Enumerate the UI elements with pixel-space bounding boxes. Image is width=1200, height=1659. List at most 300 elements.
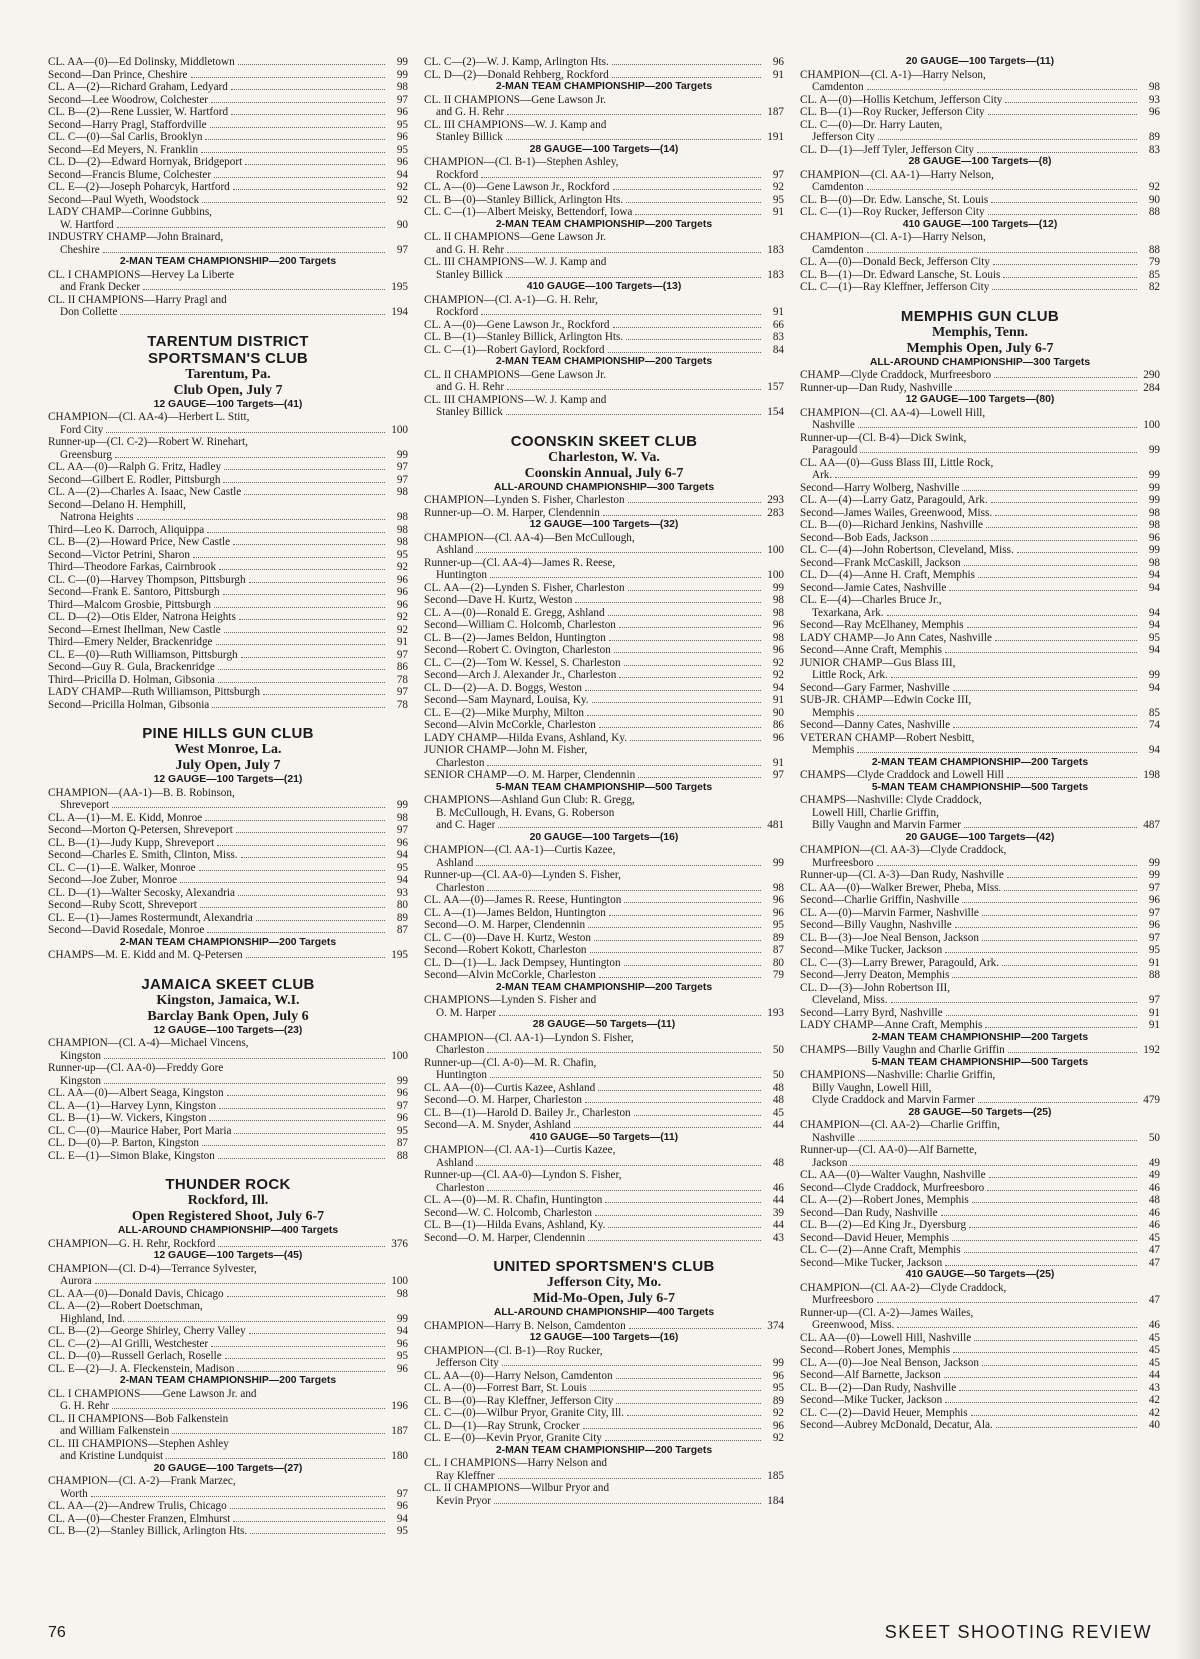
result-score: 90 [396,218,408,231]
result-text: CHAMPION—(Cl. A-1)—Harry Nelson, [800,68,986,81]
result-text: Third—Malcom Grosbie, Pittsburgh [48,598,211,611]
result-text: CL. A—(1)—Harvey Lynn, Kingston [48,1099,217,1112]
section-heading: ALL-AROUND CHAMPIONSHIP—300 Targets [493,481,715,493]
results-block [800,56,1160,294]
section-heading: 410 GAUGE—50 Targets—(25) [905,1269,1055,1280]
result-line [48,1325,408,1338]
result-score: 293 [767,494,784,506]
result-line [48,119,408,132]
result-text: Runner-up—(Cl. AA-0)—Alf Barnette, [800,1144,977,1156]
dot-leader [112,1408,385,1409]
result-text: CL. III CHAMPIONS—W. J. Kamp and [424,118,607,131]
dot-leader [590,1390,761,1391]
result-line [424,607,784,620]
dot-leader [104,1058,385,1059]
dot-leader [964,565,1137,566]
result-score: 98 [772,881,784,894]
result-text: Second—Mike Tucker, Jackson [800,1394,943,1406]
result-line [48,1137,408,1150]
result-line [800,206,1160,219]
result-line [48,1263,408,1276]
result-score: 99 [396,448,408,461]
result-text: CL. A—(0)—Gene Lawson Jr., Rockford [424,181,610,193]
result-score: 49 [1148,1169,1160,1181]
result-text: CL. A—(0)—Joe Neal Benson, Jackson [800,1356,979,1369]
dot-leader [218,1246,385,1247]
result-line [800,1007,1160,1020]
dot-leader [219,569,385,570]
result-score: 97 [1148,906,1160,919]
result-score: 91 [772,306,784,318]
result-score: 96 [772,56,784,68]
dot-leader [624,902,761,903]
section-heading: 2-MAN TEAM CHAMPIONSHIP—200 Targets [119,256,337,267]
result-line [424,1069,784,1082]
result-text: CL. II CHAMPIONS—Gene Lawson Jr. [424,368,607,381]
result-text: Jefferson City [436,1357,499,1369]
result-score: 183 [767,243,784,256]
event-title: Coonskin Annual, July 6-7 [524,465,684,481]
dot-leader [205,820,385,821]
result-score: 96 [772,906,784,919]
result-score: 90 [1148,193,1160,206]
result-score: 44 [1148,1369,1160,1381]
result-score: 39 [772,1206,784,1219]
section-heading: 12 GAUGE—100 Targets—(41) [153,398,303,410]
result-line [48,411,408,424]
result-text: Second—Gary Farmer, Nashville [800,681,950,694]
result-line [800,1082,1160,1095]
results-block [48,725,408,962]
result-score: 184 [767,1494,784,1507]
result-line [424,869,784,882]
result-line [424,369,784,382]
result-line [48,474,408,487]
result-score: 94 [772,681,784,694]
result-line [48,294,408,307]
result-score: 92 [772,669,784,681]
result-score: 98 [396,536,408,548]
result-line [48,949,408,962]
result-line [48,1087,408,1100]
result-text: LADY CHAMP—Jo Ann Cates, Nashville [800,631,992,644]
result-score: 479 [1143,1094,1160,1106]
dot-leader [949,590,1137,591]
result-score: 74 [1148,719,1160,731]
result-text: CL. AA—(2)—Lynden S. Fisher, Charleston [424,581,625,594]
section-heading: 5-MAN TEAM CHAMPIONSHIP—500 Targets [871,1056,1089,1068]
result-text: Runner-up—(Cl. C-2)—Robert W. Rinehart, [48,436,248,448]
result-score: 97 [1148,931,1160,944]
result-text: Runner-up—(Cl. AA-0)—Freddy Gore [48,1062,224,1074]
result-score: 83 [772,331,784,343]
result-score: 96 [396,836,408,849]
dot-leader [988,114,1137,115]
result-score: 96 [772,731,784,744]
result-score: 95 [1148,944,1160,956]
result-score: 100 [1143,419,1160,431]
dot-leader [850,1165,1137,1166]
result-line [424,507,784,520]
dot-leader [953,1352,1137,1353]
club-location: Tarentum, Pa. [185,366,271,382]
dot-leader [238,895,385,896]
section-heading: 5-MAN TEAM CHAMPIONSHIP—500 Targets [495,781,713,793]
dot-leader [239,619,385,620]
dot-leader [877,1302,1137,1303]
result-line [424,1495,784,1508]
dot-leader [993,264,1137,265]
dot-leader [877,865,1137,866]
result-score: 95 [396,118,408,131]
dot-leader [614,652,761,653]
dot-leader [263,694,385,695]
result-score: 48 [772,1156,784,1169]
dot-leader [244,494,385,495]
result-text: CL. B—(1)—Stanley Billick, Arlington Hts. [424,331,624,343]
dot-leader [202,1145,385,1146]
result-score: 88 [1148,969,1160,981]
section-heading: ALL-AROUND CHAMPIONSHIP—300 Targets [869,356,1091,368]
result-line [800,982,1160,995]
dot-leader [585,1102,761,1103]
result-text: CL. C—(0)—Dr. Harry Lauten, [800,118,943,131]
section-heading: 2-MAN TEAM CHAMPIONSHIP—200 Targets [495,1444,713,1456]
result-score: 94 [396,168,408,181]
result-score: 84 [772,343,784,356]
dot-leader [858,1140,1137,1141]
result-line [48,1400,408,1413]
result-score: 79 [772,969,784,981]
result-text: CL. C—(1)—Ray Kleffner, Jefferson City [800,281,990,293]
dot-leader [587,715,761,716]
result-score: 50 [772,1044,784,1056]
dot-leader [588,1240,761,1241]
result-line [800,482,1160,495]
result-line [800,1019,1160,1032]
result-score: 92 [772,656,784,669]
result-text: CL. C—(2)—Anne Craft, Memphis [800,1244,961,1256]
result-text: CL. B—(1)—Dr. Edward Lansche, St. Louis [800,268,1001,281]
result-score: 94 [396,1512,408,1525]
result-text: CL. AA—(0)—Donald Davis, Chicago [48,1287,224,1300]
dot-leader [216,644,385,645]
result-text: CL. A—(0)—Forrest Barr, St. Louis [424,1382,587,1394]
result-score: 49 [1148,1156,1160,1169]
result-text: Paragould [812,444,858,456]
result-line [424,1169,784,1182]
result-score: 98 [396,81,408,93]
dot-leader [609,640,761,641]
result-text: CHAMPS—M. E. Kidd and M. Q-Petersen [48,949,243,961]
result-line [424,206,784,219]
result-line [48,56,408,69]
result-text: Second—Anne Craft, Memphis [800,644,942,656]
result-text: CL. AA—(0)—Walker Brewer, Pheba, Miss. [800,881,1002,894]
result-score: 98 [396,1287,408,1300]
result-line [48,887,408,900]
dot-leader [613,327,762,328]
dot-leader [982,940,1137,941]
result-score: 96 [396,598,408,611]
result-text: Second—Gilbert E. Rodler, Pittsburgh [48,473,221,486]
result-line [48,599,408,612]
result-score: 194 [391,306,408,318]
result-text: Charleston [436,1181,485,1194]
club-location: Kingston, Jamaica, W.I. [156,992,300,1008]
section-heading: 2-MAN TEAM CHAMPIONSHIP—200 Targets [119,936,337,948]
result-line [48,549,408,562]
result-line [800,994,1160,1007]
result-text: CL. B—(0)—Ray Kleffner, Jefferson City [424,1394,614,1407]
result-line [424,231,784,244]
result-text: CL. E—(0)—Kevin Pryor, Granite City [424,1432,602,1444]
result-line [424,194,784,207]
dot-leader [112,807,385,808]
result-text: CHAMPION—(Cl. B-1)—Stephen Ashley, [424,156,619,168]
club-name: JAMAICA SKEET CLUB [141,975,315,993]
dot-leader [603,515,761,516]
result-score: 45 [1148,1231,1160,1244]
result-line [800,594,1160,607]
result-line [424,744,784,757]
result-text: CL. D—(2)—Otis Elder, Natrona Heights [48,611,236,623]
result-text: CL. II CHAMPIONS—Gene Lawson Jr. [424,93,607,106]
result-line [48,874,408,887]
result-line [800,432,1160,445]
result-score: 47 [1148,1256,1160,1269]
result-line [424,1057,784,1070]
result-score: 48 [772,1094,784,1106]
dot-leader [1007,877,1137,878]
result-line [48,231,408,244]
result-score: 89 [772,931,784,944]
dot-leader [974,1340,1137,1341]
result-line [48,499,408,512]
dot-leader [575,602,761,603]
result-text: Second—Lee Woodrow, Colchester [48,93,209,106]
result-text: Second—Morton Q-Petersen, Shreveport [48,824,233,836]
result-text: Second—Paul Wyeth, Woodstock [48,193,200,206]
result-line [424,381,784,394]
result-text: Second—Dan Rudy, Nashville [800,1206,938,1219]
result-line [424,557,784,570]
result-text: CL. B—(2)—Rene Lussier, W. Hartford [48,106,229,118]
dot-leader [985,1027,1137,1028]
dot-leader [207,532,385,533]
result-line [800,944,1160,957]
result-text: and G. H. Rehr [436,106,505,118]
result-line [48,511,408,524]
result-text: CHAMP—Clyde Craddock, Murfreesboro [800,369,992,381]
dot-leader [1008,1052,1137,1053]
dot-leader [989,1177,1137,1178]
result-text: CL. I CHAMPIONS——Gene Lawson Jr. and [48,1387,257,1400]
result-line [800,1119,1160,1132]
dot-leader [103,252,385,253]
result-score: 94 [1148,619,1160,631]
result-text: CHAMPION—(Cl. AA-1)—Lyndon S. Fisher, [424,1031,634,1044]
dot-leader [237,1371,385,1372]
result-text: Second—Ruby Scott, Shreveport [48,899,197,911]
result-line [48,812,408,825]
result-line [48,69,408,82]
result-text: Second—Mike Tucker, Jackson [800,944,943,956]
section-heading: 28 GAUGE—50 Targets—(25) [908,1106,1052,1118]
result-text: Memphis [812,744,855,756]
section-heading: 28 GAUGE—50 Targets—(11) [532,1019,676,1030]
result-text: CL. C—(2)—W. J. Kamp, Arlington Hts. [424,56,609,68]
result-line [800,682,1160,695]
result-score: 96 [772,1369,784,1382]
dot-leader [476,552,761,553]
result-line [48,1388,408,1401]
result-text: and G. H. Rehr [436,243,505,256]
dot-leader [857,752,1137,753]
result-score: 97 [772,168,784,181]
dot-leader [120,314,385,315]
dot-leader [207,932,385,933]
result-text: CL. AA—(0)—Lowell Hill, Nashville [800,1331,972,1344]
result-score: 45 [1148,1331,1160,1344]
result-line [800,644,1160,657]
result-text: Second—Charles E. Smith, Clinton, Miss. [48,849,238,861]
result-score: 89 [772,1394,784,1407]
result-text: CL. C—(4)—John Robertson, Cleveland, Miss. [800,544,1014,556]
result-score: 96 [396,1112,408,1124]
result-line [800,657,1160,670]
result-score: 92 [772,181,784,193]
result-line [800,707,1160,720]
result-text: CL. I CHAMPIONS—Harry Nelson and [424,1457,608,1469]
result-line [800,494,1160,507]
result-text: W. Hartford [60,218,114,231]
result-text: CL. A—(2)—Robert Doetschman, [48,1300,203,1312]
result-score: 44 [772,1194,784,1206]
result-text: CL. B—(1)—Harold D. Bailey Jr., Charleston [424,1106,631,1119]
dot-leader [191,77,386,78]
section-heading: 410 GAUGE—50 Targets—(11) [529,1131,679,1143]
result-text: Second—Robert C. Ovington, Charleston [424,644,611,656]
result-text: CHAMPS—Billy Vaughn and Charlie Griffin [800,1044,1005,1056]
section-heading: 2-MAN TEAM CHAMPIONSHIP—200 Targets [119,1375,337,1386]
result-text: Runner-up—(Cl. AA-0)—Lyndon S. Fisher, [424,1169,622,1181]
result-score: 185 [767,1469,784,1482]
dot-leader [616,1378,761,1379]
result-line [48,586,408,599]
result-text: CL. I CHAMPIONS—Hervey La Liberte [48,268,235,281]
result-text: CL. C—(3)—Larry Brewer, Paragould, Ark. [800,956,1000,969]
result-score: 88 [396,1149,408,1162]
result-line [48,824,408,837]
result-line [424,1207,784,1220]
section-heading: 12 GAUGE—100 Targets—(16) [529,1332,679,1343]
result-line [424,156,784,169]
club-name-line2: SPORTSMAN'S CLUB [147,349,309,367]
result-line [48,1513,408,1526]
dot-leader [630,740,761,741]
results-block [424,1258,784,1507]
result-score: 94 [1148,644,1160,656]
dot-leader [231,89,385,90]
result-text: CL. AA—(2)—Andrew Trulis, Chicago [48,1500,227,1512]
result-line [48,219,408,232]
result-score: 97 [396,473,408,486]
result-score: 82 [1148,281,1160,293]
result-text: CL. D—(1)—L. Jack Dempsey, Huntington [424,956,621,969]
result-score: 94 [396,874,408,886]
dot-leader [629,1328,761,1329]
result-line [48,686,408,699]
result-score: 97 [396,243,408,256]
result-score: 42 [1148,1394,1160,1406]
result-line [800,256,1160,269]
dot-leader [952,977,1137,978]
result-line [800,369,1160,382]
result-text: CL. III CHAMPIONS—Stephen Ashley [48,1437,229,1450]
result-text: CL. C—(0)—Dave H. Kurtz, Weston [424,931,591,944]
result-text: CHAMPION—(Cl. AA-1)—Harry Nelson, [800,168,994,181]
result-line [424,1370,784,1383]
dot-leader [891,677,1137,678]
result-line [800,519,1160,532]
result-line [48,574,408,587]
dot-leader [106,432,385,433]
result-line [48,924,408,937]
result-line [800,131,1160,144]
result-text: Second—W. C. Holcomb, Charleston [424,1206,593,1219]
dot-leader [506,414,761,415]
result-line [800,119,1160,132]
result-text: Second—Aubrey McDonald, Decatur, Ala. [800,1419,993,1431]
result-text: CL. E—(2)—Joseph Poharcyk, Hartford [48,181,230,193]
result-text: CL. B—(0)—Richard Jenkins, Nashville [800,519,984,531]
result-text: and Kristine Lundquist [60,1450,164,1462]
result-text: Second—Harry Pragl, Staffordville [48,118,207,131]
result-text: CHAMPION—(Cl. A-1)—G. H. Rehr, [424,293,598,306]
result-text: CL. D—(3)—John Robertson III, [800,981,951,994]
dot-leader [91,1496,385,1497]
result-line [800,869,1160,882]
result-text: Billy Vaughn and Marvin Farmer [812,819,961,831]
dot-leader [608,352,761,353]
result-score: 99 [1148,469,1160,481]
result-line [48,206,408,219]
dot-leader [588,927,761,928]
result-line [800,907,1160,920]
result-score: 99 [1148,869,1160,881]
result-text: CL. E—(1)—James Rostermundt, Alexandria [48,911,253,924]
result-text: CL. E—(2)—J. A. Fleckenstein, Madison [48,1362,235,1375]
result-score: 97 [396,1487,408,1500]
result-text: Charleston [436,756,485,769]
result-text: CHAMPIONS—Lynden S. Fisher and [424,994,597,1006]
result-score: 91 [772,68,784,81]
dot-leader [574,1127,761,1128]
dot-leader [945,652,1137,653]
result-score: 99 [1148,544,1160,556]
result-score: 80 [396,899,408,911]
result-text: CHAMPION—(Cl. A-2)—Frank Marzec, [48,1475,236,1487]
result-text: Don Collette [60,306,118,318]
result-line [800,1419,1160,1432]
dot-leader [223,482,385,483]
result-line [424,1107,784,1120]
dot-leader [627,1415,761,1416]
dot-leader [867,252,1137,253]
result-text: Ashland [436,1156,474,1169]
result-score: 99 [772,856,784,869]
